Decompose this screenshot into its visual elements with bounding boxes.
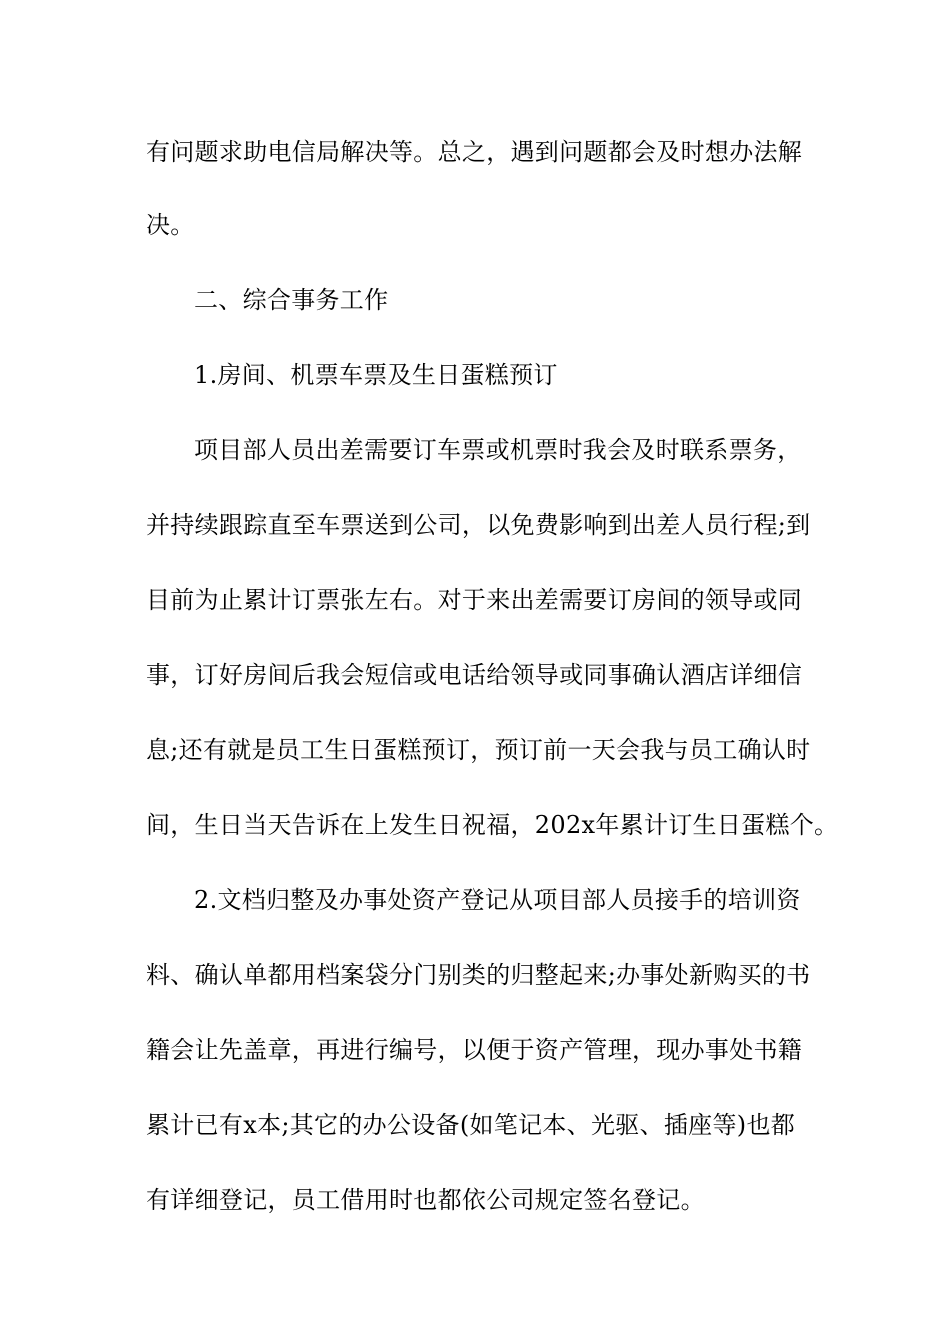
- subsection-heading: 1.房间、机票车票及生日蛋糕预订: [194, 361, 558, 389]
- paragraph-line: 累计已有x本;其它的办公设备(如笔记本、光驱、插座等)也都: [146, 1111, 796, 1139]
- paragraph-line: 目前为止累计订票张左右。对于来出差需要订房间的领导或同: [146, 586, 803, 614]
- paragraph-line: 事，订好房间后我会短信或电话给领导或同事确认酒店详细信: [146, 661, 803, 689]
- paragraph-line: 项目部人员出差需要订车票或机票时我会及时联系票务，: [194, 436, 802, 464]
- subsection-heading: 2.文档归整及办事处资产登记从项目部人员接手的培训资: [194, 886, 801, 914]
- paragraph-line: 有问题求助电信局解决等。总之，遇到问题都会及时想办法解: [146, 138, 803, 166]
- paragraph-line: 有详细登记，员工借用时也都依公司规定签名登记。: [146, 1186, 705, 1214]
- paragraph-line: 籍会让先盖章，再进行编号，以便于资产管理，现办事处书籍: [146, 1036, 803, 1064]
- paragraph-line: 料、确认单都用档案袋分门别类的归整起来;办事处新购买的书: [146, 961, 811, 989]
- paragraph-line: 间，生日当天告诉在上发生日祝福，202x年累计订生日蛋糕个。: [146, 811, 839, 839]
- paragraph-line: 并持续跟踪直至车票送到公司，以免费影响到出差人员行程;到: [146, 511, 811, 539]
- paragraph-line: 息;还有就是员工生日蛋糕预订，预订前一天会我与员工确认时: [146, 736, 811, 764]
- paragraph-line: 决。: [146, 211, 195, 239]
- section-heading: 二、综合事务工作: [194, 286, 389, 314]
